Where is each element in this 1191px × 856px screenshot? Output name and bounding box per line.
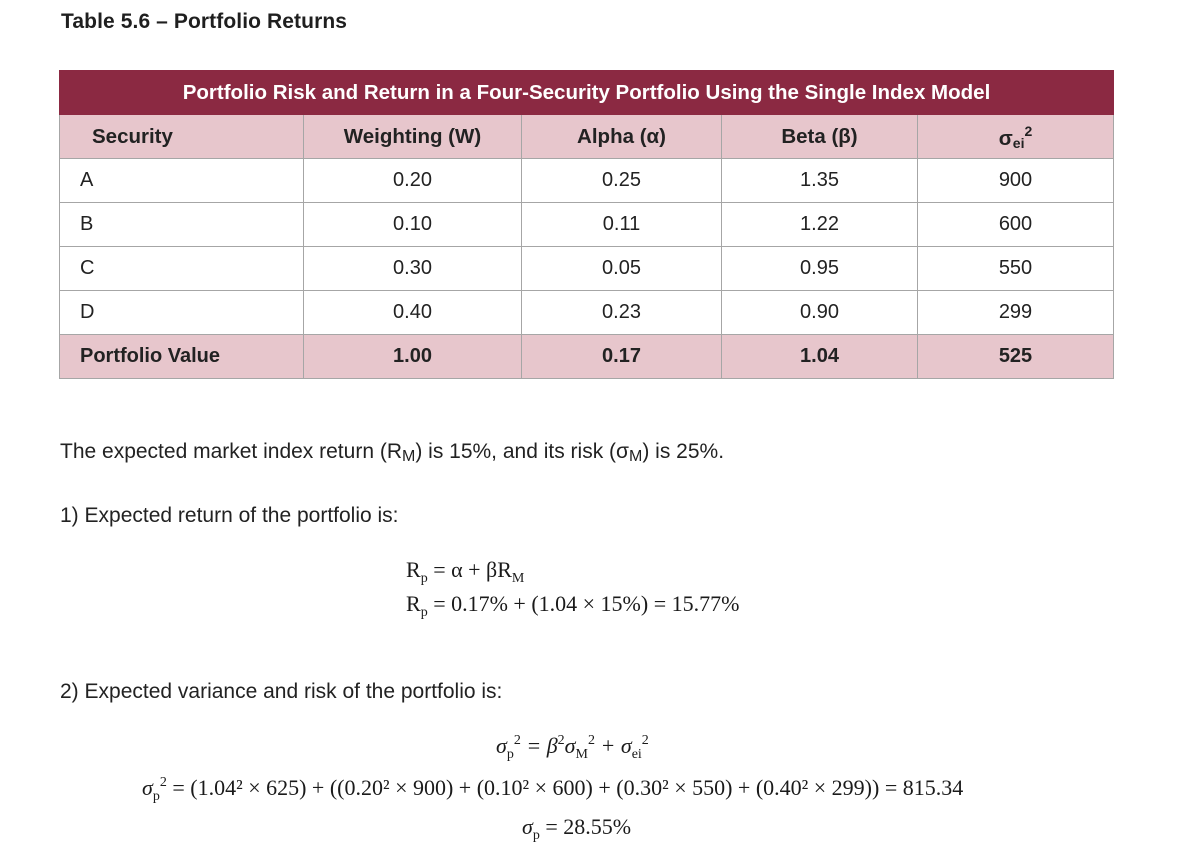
p-subscript: p xyxy=(506,747,514,762)
market-text-3: ) is 25%. xyxy=(642,440,725,463)
p-subscript: p xyxy=(532,828,540,843)
r-symbol: R xyxy=(406,557,421,582)
sigma-symbol: σ xyxy=(496,733,507,758)
squared-superscript: 2 xyxy=(587,733,595,748)
cell-alpha: 0.23 xyxy=(522,291,722,335)
squared-superscript: 2 xyxy=(557,733,565,748)
cell-total-weighting: 1.00 xyxy=(304,335,522,379)
cell-security: A xyxy=(60,159,304,203)
cell-security: D xyxy=(60,291,304,335)
header-beta: Beta (β) xyxy=(722,115,918,159)
cell-alpha: 0.05 xyxy=(522,247,722,291)
ei-subscript: ei xyxy=(1012,134,1025,151)
cell-weighting: 0.40 xyxy=(304,291,522,335)
m-subscript: M xyxy=(511,571,525,586)
cell-residual-variance: 900 xyxy=(918,159,1114,203)
squared-superscript: 2 xyxy=(159,775,167,790)
table-caption: Table 5.6 – Portfolio Returns xyxy=(61,10,348,33)
market-subscript-2: M xyxy=(629,448,643,465)
table-header-row xyxy=(60,115,1114,159)
variance-formula-beta: = β xyxy=(526,733,558,758)
table-row xyxy=(60,291,1114,335)
m-subscript: M xyxy=(575,747,588,762)
header-alpha: Alpha (α) xyxy=(522,115,722,159)
p-subscript: p xyxy=(152,789,160,804)
cell-weighting: 0.20 xyxy=(304,159,522,203)
squared-superscript: 2 xyxy=(1024,122,1033,139)
header-security: Security xyxy=(60,115,304,159)
variance-calculation-rhs: = (1.04² × 625) + ((0.20² × 900) + (0.10² × 600) + (0.30² × 550) + (0.40² × 299)) = 815.34 xyxy=(172,775,964,800)
market-subscript-1: M xyxy=(402,448,416,465)
question-2: 2) Expected variance and risk of the portfolio is: xyxy=(60,680,503,703)
header-weighting: Weighting (W) xyxy=(304,115,522,159)
p-subscript: p xyxy=(420,605,428,620)
cell-weighting: 0.30 xyxy=(304,247,522,291)
r-symbol: R xyxy=(406,591,421,616)
market-text-1: The expected market index return (R xyxy=(60,440,402,463)
variance-formula-residual: + σ xyxy=(600,733,632,758)
squared-superscript: 2 xyxy=(641,733,649,748)
cell-total-alpha: 0.17 xyxy=(522,335,722,379)
table-row xyxy=(60,247,1114,291)
cell-beta: 0.95 xyxy=(722,247,918,291)
cell-weighting: 0.10 xyxy=(304,203,522,247)
return-calculation-rhs: = 0.17% + (1.04 × 15%) = 15.77% xyxy=(433,591,740,616)
cell-residual-variance: 600 xyxy=(918,203,1114,247)
squared-superscript: 2 xyxy=(513,733,521,748)
sigma-symbol: σ xyxy=(564,733,576,758)
ei-subscript: ei xyxy=(631,747,642,762)
risk-result xyxy=(522,814,631,844)
sigma-symbol: σ xyxy=(142,775,153,800)
cell-security: C xyxy=(60,247,304,291)
market-assumption xyxy=(60,440,724,466)
sigma-symbol: σ xyxy=(522,814,533,839)
cell-portfolio-label: Portfolio Value xyxy=(60,335,304,379)
cell-beta: 1.22 xyxy=(722,203,918,247)
table-total-row xyxy=(60,335,1114,379)
p-subscript: p xyxy=(420,571,428,586)
market-text-2: ) is 15%, and its risk (σ xyxy=(415,440,630,463)
return-calculation xyxy=(406,591,739,621)
cell-residual-variance: 299 xyxy=(918,291,1114,335)
table-row xyxy=(60,203,1114,247)
cell-total-beta: 1.04 xyxy=(722,335,918,379)
cell-beta: 1.35 xyxy=(722,159,918,203)
return-formula-rhs: = α + βR xyxy=(433,557,512,582)
portfolio-table xyxy=(59,70,1114,379)
risk-result-rhs: = 28.55% xyxy=(545,814,632,839)
table-row xyxy=(60,159,1114,203)
sigma-symbol: σ xyxy=(998,126,1013,150)
cell-alpha: 0.25 xyxy=(522,159,722,203)
variance-formula xyxy=(496,733,649,763)
header-residual-variance xyxy=(918,115,1114,159)
return-formula xyxy=(406,557,524,587)
cell-alpha: 0.11 xyxy=(522,203,722,247)
question-1: 1) Expected return of the portfolio is: xyxy=(60,504,399,527)
table-title: Portfolio Risk and Return in a Four-Security Portfolio Using the Single Index Model xyxy=(60,71,1114,115)
cell-total-residual-variance: 525 xyxy=(918,335,1114,379)
cell-beta: 0.90 xyxy=(722,291,918,335)
cell-residual-variance: 550 xyxy=(918,247,1114,291)
variance-calculation xyxy=(142,775,963,805)
cell-security: B xyxy=(60,203,304,247)
